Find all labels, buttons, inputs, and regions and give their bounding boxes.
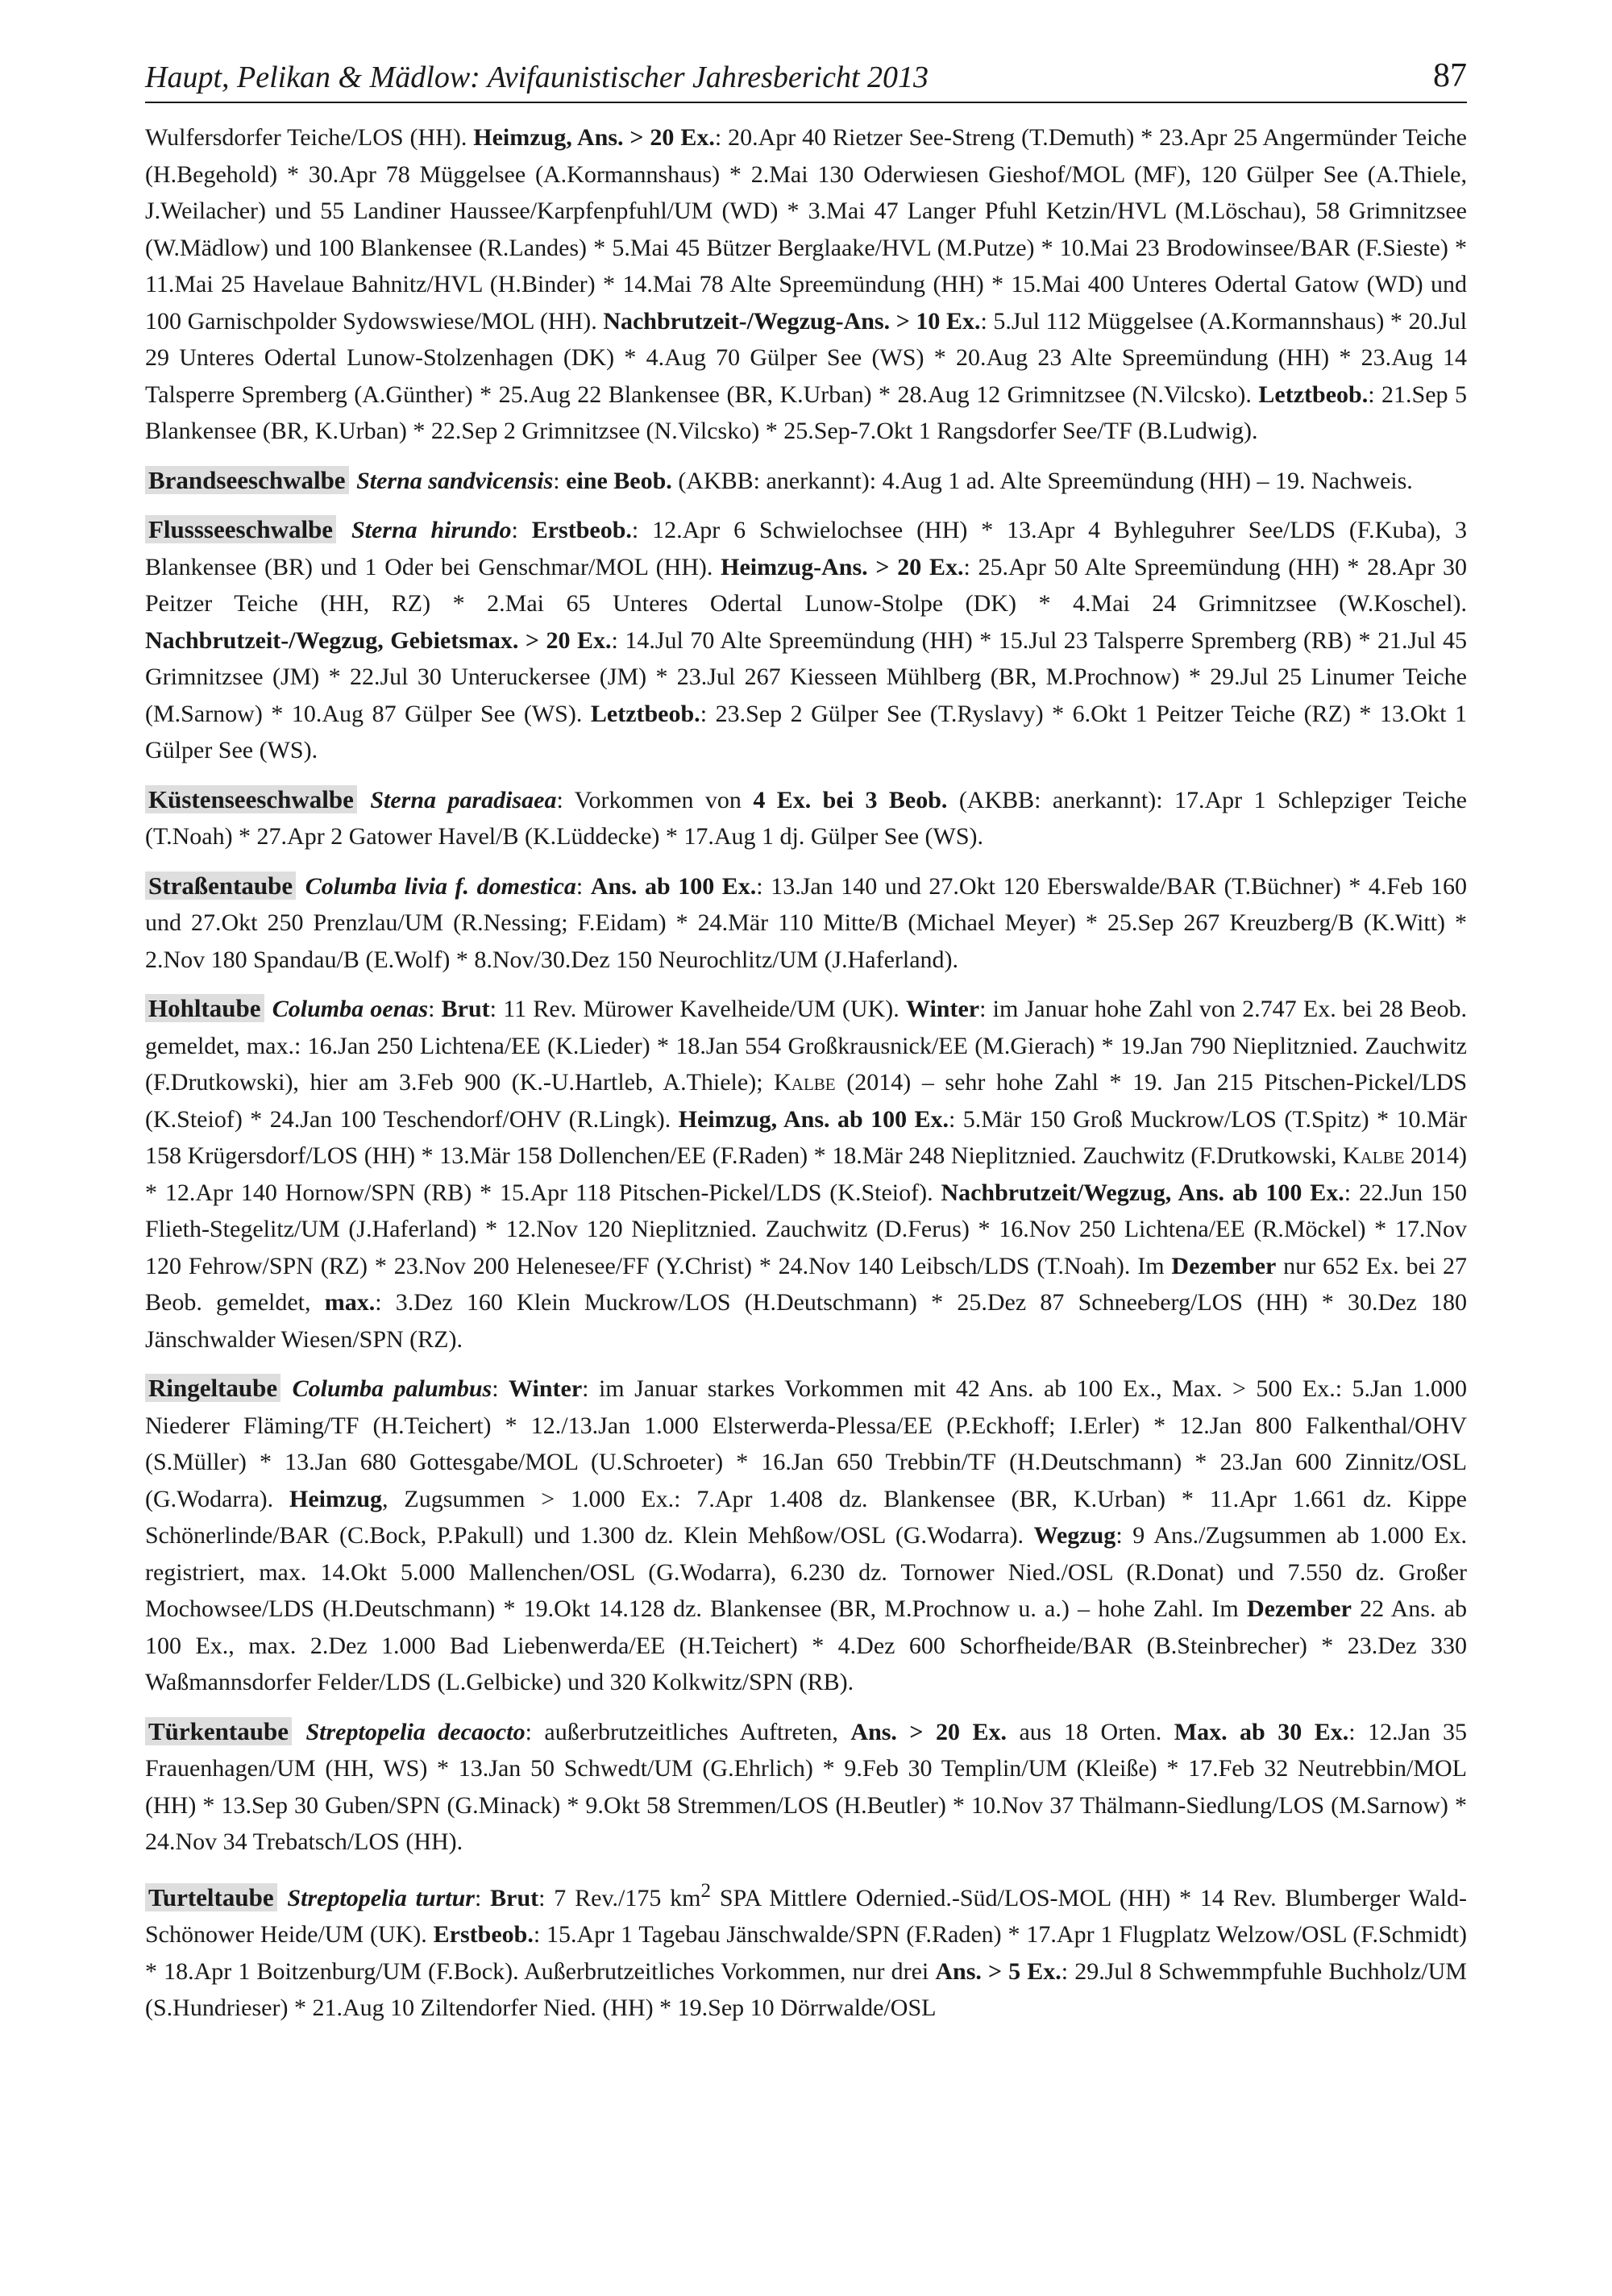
species-name: Hohltaube: [145, 994, 264, 1022]
scientific-name: Columba palumbus: [292, 1375, 492, 1402]
scientific-name: Columba oenas: [272, 996, 429, 1022]
page-number: 87: [1433, 57, 1467, 94]
species-entry-hohltaube: [145, 990, 1467, 1358]
entry-text: Ringeltaube Columba palumbus: Winter: im Januar starkes Vorkommen mit 42 Ans. ab 100 Ex., Max. > 500 Ex.: 5.Jan 1.000 Niederer Fläming/TF (H.Teichert) * 12./13.Jan 1.000 Elsterwerda-Plessa/EE (P.Eckhoff; I.Erler) * 12.Jan 800 Falkenthal/OHV (S.Müller) * 13.Jan 680 Gottesgabe/MOL (U.Schroeter) * 16.Jan 650 Trebbin/TF (H.Deutschmann) * 23.Jan 600 Zinnitz/OSL (G.Wodarra). Heimzug, Zugsummen > 1.000 Ex.: 7.Apr 1.408 dz. Blankensee (BR, K.Urban) * 11.Apr 1.661 dz. Kippe Schönerlinde/BAR (C.Bock, P.Pakull) und 1.300 dz. Klein Mehßow/OSL (G.Wodarra). Wegzug: 9 Ans./Zugsummen ab 1.000 Ex. registriert, max. 14.Okt 5.000 Mallenchen/OSL (G.Wodarra), 6.230 dz. Tornower Nied./OSL (R.Donat) und 7.550 dz. Großer Mochowsee/LDS (H.Deutschmann) * 19.Okt 14.128 dz. Blankensee (BR, M.Prochnow u. a.) – hohe Zahl. Im Dezember 22 Ans. ab 100 Ex., max. 2.Dez 1.000 Bad Liebenwerda/EE (H.Teichert) * 4.Dez 600 Schorfheide/BAR (B.Steinbrecher) * 23.Dez 330 Waßmannsdorfer Felder/LDS (L.Gelbicke) und 320 Kolkwitz/SPN (RB).: [145, 1374, 1468, 1695]
species-entry-ringeltaube: [145, 1370, 1467, 1701]
scientific-name: Sterna sandvicensis: [356, 467, 554, 494]
species-name: Küstenseeschwalbe: [145, 785, 357, 813]
species-entry-brandseeschwalbe: [145, 462, 1467, 500]
entry-continued-flussseeschwalbe-prev: [145, 119, 1467, 450]
species-name: Turteltaube: [145, 1883, 277, 1911]
entry-text: Straßentaube Columba livia f. domestica: Ans. ab 100 Ex.: 13.Jan 140 und 27.Okt 120 Eberswalde/BAR (T.Büchner) * 4.Feb 160 und 27.Okt 250 Prenzlau/UM (R.Nessing; F.Eidam) * 24.Mär 110 Mitte/B (Michael Meyer) * 25.Sep 267 Kreuzberg/B (K.Witt) * 2.Nov 180 Spandau/B (E.Wolf) * 8.Nov/30.Dez 150 Neurochlitz/UM (J.Haferland).: [145, 871, 1467, 973]
running-title: Haupt, Pelikan & Mädlow: Avifaunistischer Jahresbericht 2013: [145, 60, 929, 94]
species-entry-strassentaube: [145, 867, 1467, 979]
document-page: [145, 56, 1467, 2039]
species-entry-kuestenseeschwalbe: [145, 781, 1467, 855]
scientific-name: Streptopelia decaocto: [305, 1718, 526, 1745]
scientific-name: Streptopelia turtur: [287, 1884, 475, 1911]
entry-text: Türkentaube Streptopelia decaocto: außerbrutzeitliches Auftreten, Ans. > 20 Ex. aus 18 Orten. Max. ab 30 Ex.: 12.Jan 35 Frauenhagen/UM (HH, WS) * 13.Jan 50 Schwedt/UM (G.Ehrlich) * 9.Feb 30 Templin/UM (Kleiße) * 17.Feb 32 Neutrebbin/MOL (HH) * 13.Sep 30 Guben/SPN (G.Minack) * 9.Okt 58 Stremmen/LOS (H.Beutler) * 10.Nov 37 Thälmann-Siedlung/LOS (M.Sarnow) * 24.Nov 34 Trebatsch/LOS (HH).: [145, 1716, 1468, 1855]
species-entry-flussseeschwalbe: [145, 511, 1467, 769]
entry-text: Wulfersdorfer Teiche/LOS (HH). Heimzug, Ans. > 20 Ex.: 20.Apr 40 Rietzer See-Streng (T.Demuth) * 23.Apr 25 Angermünder Teiche (H.Begehold) * 30.Apr 78 Müggelsee (A.Kormannshaus) * 2.Mai 130 Oderwiesen Gieshof/MOL (MF), 120 Gülper See (A.Thiele, J.Weilacher) und 55 Landiner Haussee/Karpfenpfuhl/UM (WD) * 3.Mai 47 Langer Pfuhl Ketzin/HVL (M.Löschau), 58 Grimnitzsee (W.Mädlow) und 100 Blankensee (R.Landes) * 5.Mai 45 Bützer Berglaake/HVL (M.Putze) * 10.Mai 23 Brodowinsee/BAR (F.Sieste) * 11.Mai 25 Havelaue Bahnitz/HVL (H.Binder) * 14.Mai 78 Alte Spreemündung (HH) * 15.Mai 400 Unteres Odertal Gatow (WD) und 100 Garnischpolder Sydowswiese/MOL (HH). Nachbrutzeit-/Wegzug-Ans. > 10 Ex.: 5.Jul 112 Müggelsee (A.Kormannshaus) * 20.Jul 29 Unteres Odertal Lunow-Stolzenhagen (DK) * 4.Aug 70 Gülper See (WS) * 20.Aug 23 Alte Spreemündung (HH) * 23.Aug 14 Talsperre Spremberg (A.Günther) * 25.Aug 22 Blankensee (BR, K.Urban) * 28.Aug 12 Grimnitzsee (N.Vilcsko). Letztbeob.: 21.Sep 5 Blankensee (BR, K.Urban) * 22.Sep 2 Grimnitzsee (N.Vilcsko) * 25.Sep-7.Okt 1 Rangsdorfer See/TF (B.Ludwig).: [145, 124, 1467, 444]
running-header: [145, 56, 1467, 103]
species-name: Flussseeschwalbe: [145, 515, 336, 543]
entry-text: Küstenseeschwalbe Sterna paradisaea: Vorkommen von 4 Ex. bei 3 Beob. (AKBB: anerkannt): 17.Apr 1 Schlepziger Teiche (T.Noah) * 27.Apr 2 Gatower Havel/B (K.Lüddecke) * 17.Aug 1 dj. Gülper See (WS).: [145, 784, 1467, 850]
species-name: Türkentaube: [145, 1717, 292, 1745]
entry-text: Brandseeschwalbe Sterna sandvicensis: eine Beob. (AKBB: anerkannt): 4.Aug 1 ad. Alte Spreemündung (HH) – 19. Nachweis.: [145, 462, 1467, 500]
scientific-name: Sterna paradisaea: [370, 786, 557, 813]
species-name: Ringeltaube: [145, 1374, 280, 1402]
species-name: Brandseeschwalbe: [145, 466, 349, 494]
entry-text: Hohltaube Columba oenas: Brut: 11 Rev. Mürower Kavelheide/UM (UK). Winter: im Januar hohe Zahl von 2.747 Ex. bei 28 Beob. gemeldet, max.: 16.Jan 250 Lichtena/EE (K.Lieder) * 18.Jan 554 Großkrausnick/EE (M.Gierach) * 19.Jan 790 Nieplitznied. Zauchwitz (F.Drutkowski), hier am 3.Feb 900 (K.-U.Hartleb, A.Thiele); Kalbe (2014) – sehr hohe Zahl * 19. Jan 215 Pitschen-Pickel/LDS (K.Steiof) * 24.Jan 100 Teschendorf/OHV (R.Lingk). Heimzug, Ans. ab 100 Ex.: 5.Mär 150 Groß Muckrow/LOS (T.Spitz) * 10.Mär 158 Krügersdorf/LOS (HH) * 13.Mär 158 Dollenchen/EE (F.Raden) * 18.Mär 248 Nieplitznied. Zauchwitz (F.Drutkowski, Kalbe 2014) * 12.Apr 140 Hornow/SPN (RB) * 15.Apr 118 Pitschen-Pickel/LDS (K.Steiof). Nachbrutzeit/Wegzug, Ans. ab 100 Ex.: 22.Jun 150 Flieth-Stegelitz/UM (J.Haferland) * 12.Nov 120 Nieplitznied. Zauchwitz (D.Ferus) * 16.Nov 250 Lichtena/EE (R.Möckel) * 17.Nov 120 Fehrow/SPN (RZ) * 23.Nov 200 Helenesee/FF (Y.Christ) * 24.Nov 140 Leibsch/LDS (T.Noah). Im Dezember nur 652 Ex. bei 27 Beob. gemeldet, max.: 3.Dez 160 Klein Muckrow/LOS (H.Deutschmann) * 25.Dez 87 Schneeberg/LOS (HH) * 30.Dez 180 Jänschwalder Wiesen/SPN (RZ).: [145, 994, 1468, 1353]
scientific-name: Columba livia f. domestica: [305, 872, 576, 900]
entry-text: Flussseeschwalbe Sterna hirundo: Erstbeob.: 12.Apr 6 Schwielochsee (HH) * 13.Apr 4 Byhleguhrer See/LDS (F.Kuba), 3 Blankensee (BR) und 1 Oder bei Genschmar/MOL (HH). Heimzug-Ans. > 20 Ex.: 25.Apr 50 Alte Spreemündung (HH) * 28.Apr 30 Peitzer Teiche (HH, RZ) * 2.Mai 65 Unteres Odertal Lunow-Stolpe (DK) * 4.Mai 24 Grimnitzsee (W.Koschel). Nachbrutzeit-/Wegzug, Gebietsmax. > 20 Ex.: 14.Jul 70 Alte Spreemündung (HH) * 15.Jul 23 Talsperre Spremberg (RB) * 21.Jul 45 Grimnitzsee (JM) * 22.Jul 30 Unteruckersee (JM) * 23.Jul 267 Kiesseen Mühlberg (BR, M.Prochnow) * 29.Jul 25 Linumer Teiche (M.Sarnow) * 10.Aug 87 Gülper See (WS). Letztbeob.: 23.Sep 2 Gülper See (T.Ryslavy) * 6.Okt 1 Peitzer Teiche (RZ) * 13.Okt 1 Gülper See (WS).: [145, 515, 1468, 763]
species-name: Straßentaube: [145, 871, 296, 900]
species-entry-tuerkentaube: [145, 1713, 1467, 1861]
species-entry-turteltaube: [145, 1873, 1467, 2027]
entry-text: Turteltaube Streptopelia turtur: Brut: 7 Rev./175 $km^2$ SPA Mittlere Odernied.-Süd/LOS-MOL (HH) * 14 Rev. Blumberger Wald-Schönower Heide/UM (UK). Erstbeob.: 15.Apr 1 Tagebau Jänschwalde/SPN (F.Raden) * 17.Apr 1 Flugplatz Welzow/OSL (F.Schmidt) * 18.Apr 1 Boitzenburg/UM (F.Bock). Außerbrutzeitliches Vorkommen, nur drei Ans. > 5 Ex.: 29.Jul 8 Schwemmpfuhle Buchholz/UM (S.Hundrieser) * 21.Aug 10 Ziltendorfer Nied. (HH) * 19.Sep 10 Dörrwalde/OSL: [145, 1879, 1468, 2021]
scientific-name: Sterna hirundo: [351, 517, 512, 543]
